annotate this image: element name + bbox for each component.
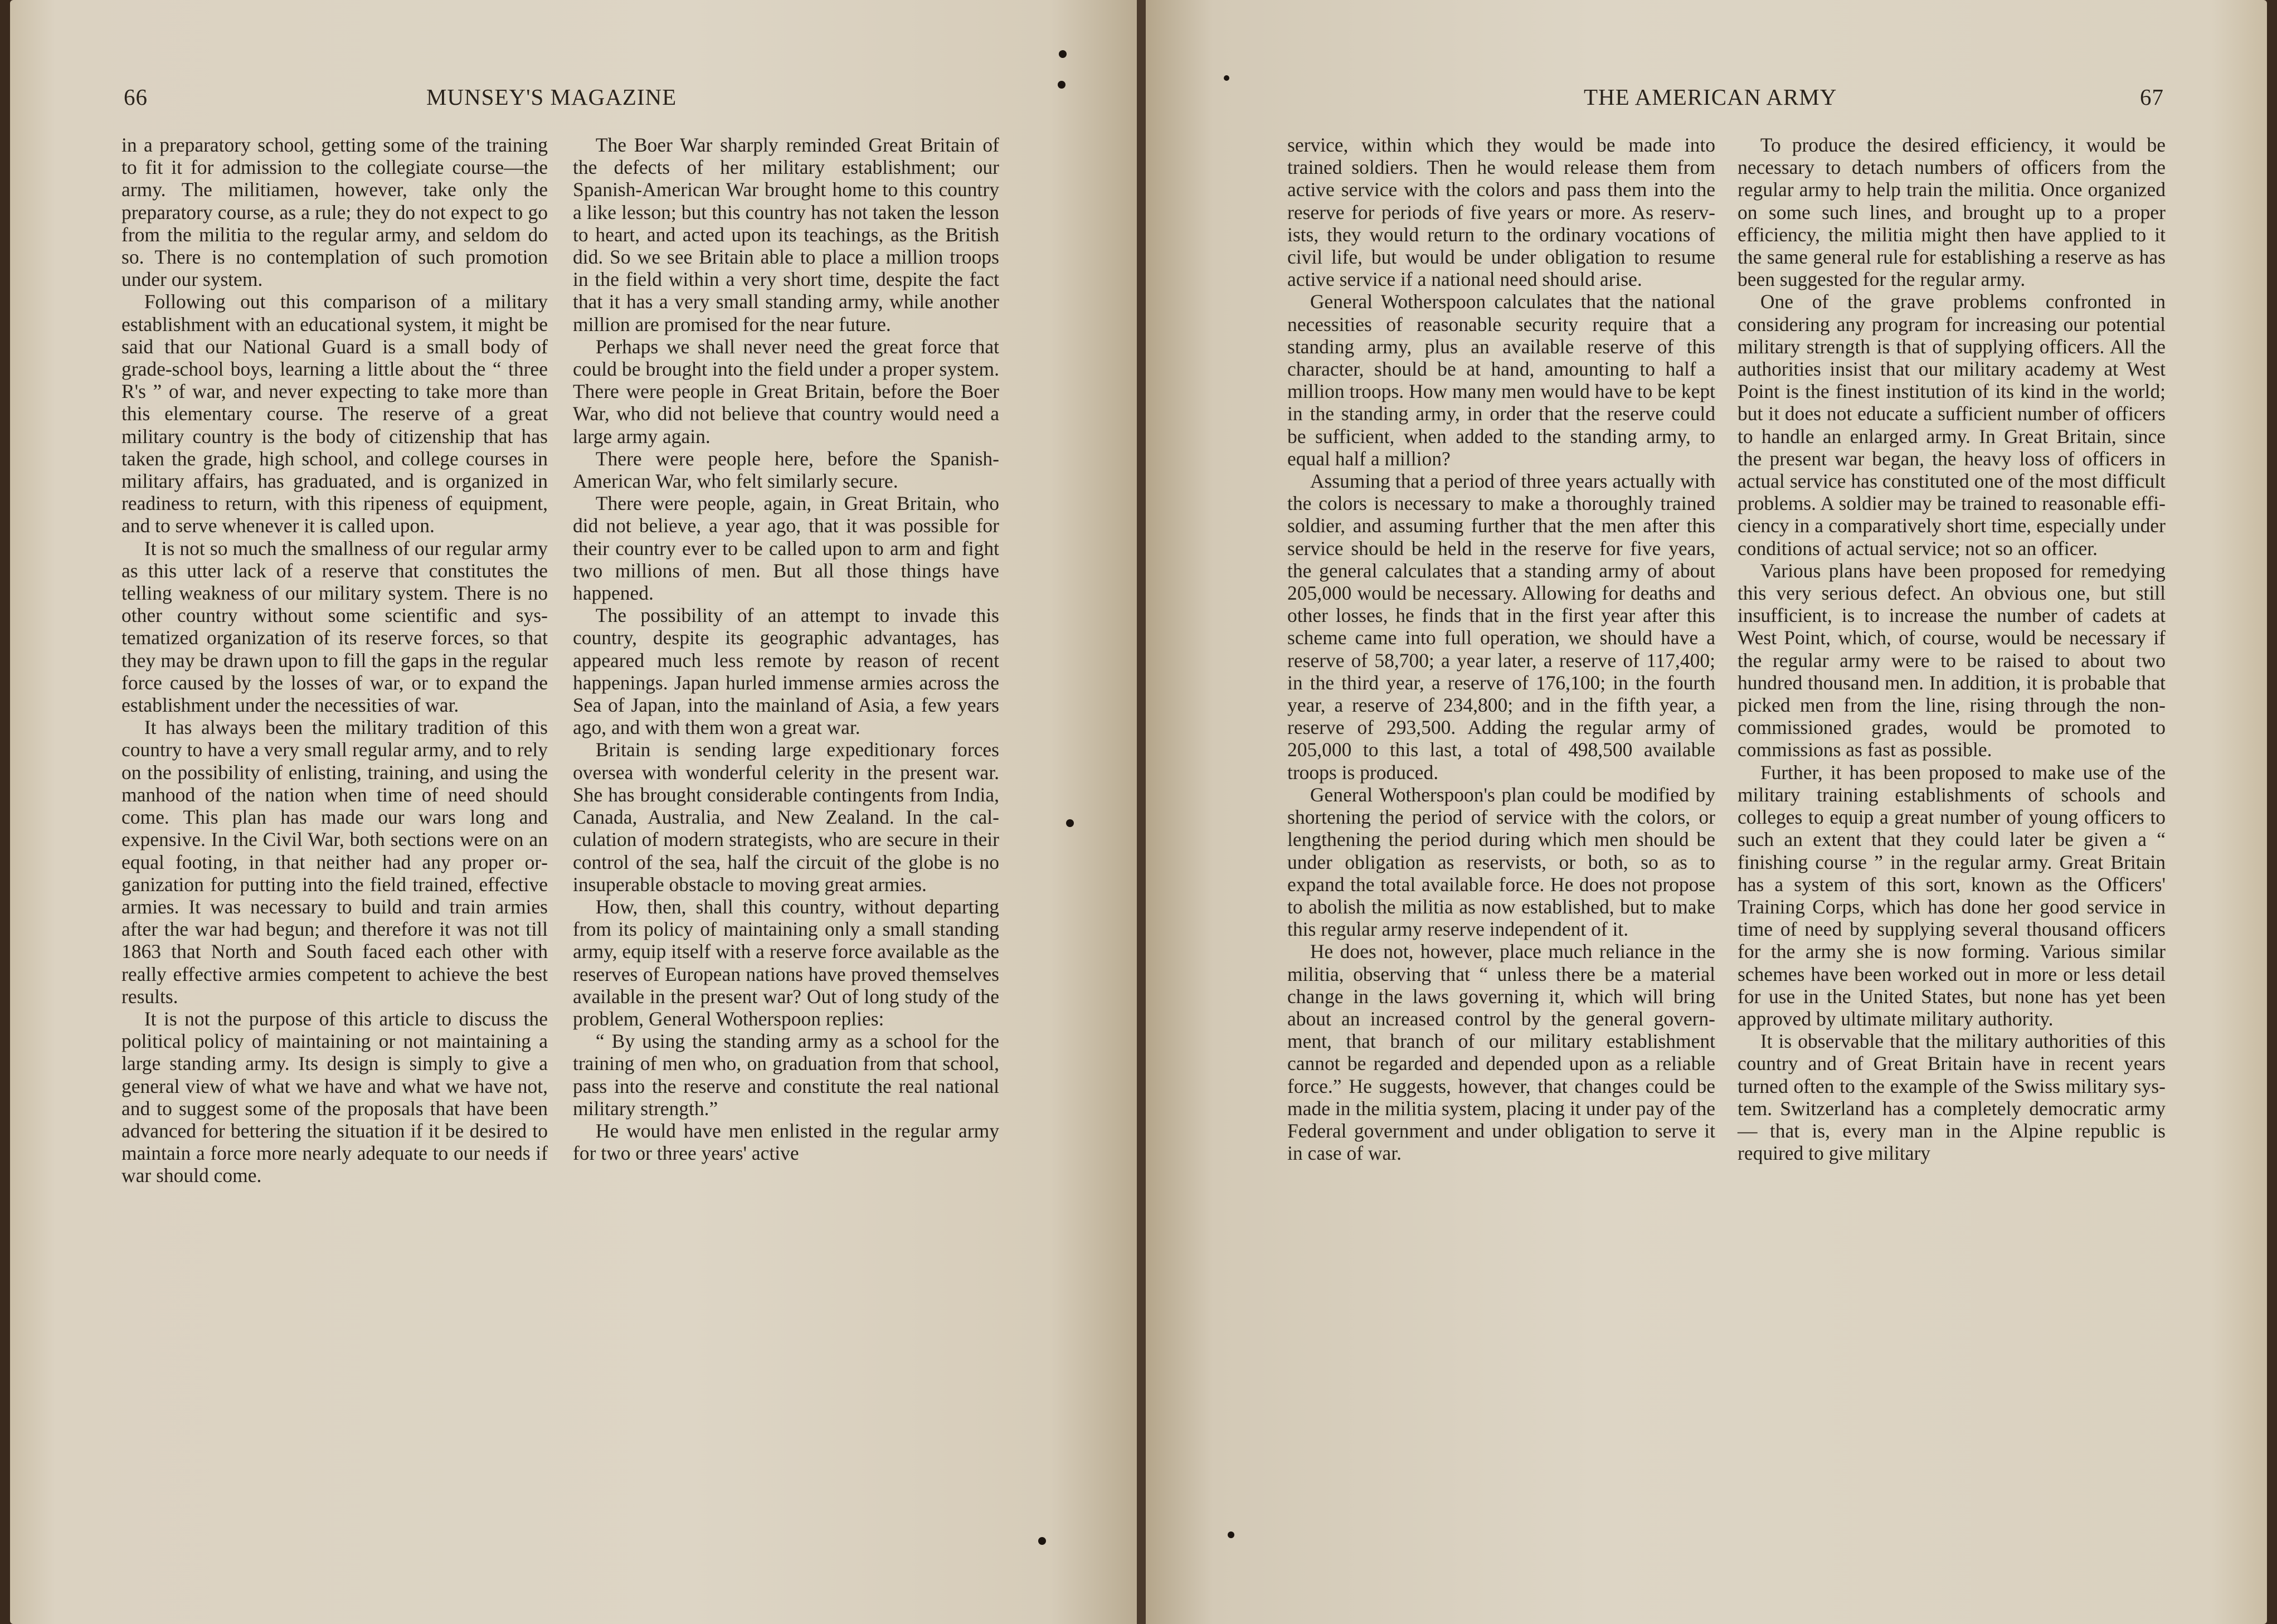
left-column-2 (573, 134, 999, 1164)
paragraph: The possibility of an attempt to invade this country, despite its geographic advantages, has appeared much less remote by reason of recent happenings. Japan hurled immense armies across the Sea of Japan, into the mainland of Asia, a few years ago, and with them won a great war. (573, 604, 999, 739)
right-running-head: THE AMERICAN ARMY (1584, 84, 1837, 110)
paragraph: One of the grave problems confronted in considering any program for increasing our potential military strength is that of supplying officers. All the authorities insist that our military academy at West Point is the finest institution of its kind in the world; but it does not educate a sufficient number of officers to handle an enlarged army. In Great Britain, since the present war began, the heavy loss of officers in actual service has constituted one of the most difficult problems. A soldier may be trained to reasonable efficiency in a comparatively short time, especially under conditions of actual service; not so an officer. (1738, 290, 2166, 560)
paragraph: It is not the purpose of this article to discuss the political policy of maintaining or not maintaining a large standing army. Its design is simply to give a general view of what we have and what we have not, and to suggest some of the proposals that have been advanced for bettering the situation if it be desired to maintain a force more nearly adequate to our needs if war should come. (121, 1007, 548, 1187)
right-column-2 (1738, 134, 2166, 1164)
paragraph: The Boer War sharply reminded Great Britain of the defects of her military establishment; our Spanish-American War brought home to this country a like lesson; but this country has not taken the lesson to heart, and acted upon its teachings, as the British did. So we see Britain able to place a million troops in the field within a very short time, despite the fact that it has a very small standing army, while another million are promised for the near future. (573, 134, 999, 336)
paragraph: It has always been the military tradition of this country to have a very small regular army, and to rely on the possibility of enlisting, training, and using the manhood of the nation when time of need should come. This plan has made our wars long and expensive. In the Civil War, both sections were on an equal footing, in that neither had any proper organization for putting into the field trained, effective armies. It was necessary to build and train armies after the war had begun; and therefore it was not till 1863 that North and South faced each other with really effective armies competent to achieve the best results. (121, 716, 548, 1008)
binding-hole (1038, 1537, 1046, 1545)
paragraph: Following out this comparison of a military establishment with an educational system, it might be said that our National Guard is a small body of grade-school boys, learning a little about the “ three R's ” of war, and never expecting to take more than this elementary course. The reserve of a great military country is the body of citizenship that has taken the grade, high school, and college courses in military affairs, has graduated, and is organized in readiness to return, with this ripeness of equipment, and to serve whenever it is called upon. (121, 290, 548, 537)
binding-hole (1228, 1531, 1234, 1538)
paragraph: It is observable that the military authorities of this country and of Great Britain have in recent years turned often to the example of the Swiss military system. Switzerland has a completely democratic army — that is, every man in the Alpine republic is required to give military (1738, 1030, 2166, 1165)
left-column-1 (121, 134, 548, 1187)
binding-hole (1059, 50, 1067, 58)
paragraph: in a preparatory school, getting some of the training to fit it for admission to the collegiate course—the army. The militiamen, however, take only the preparatory course, as a rule; they do not expect to go from the militia to the regular army, and seldom do so. There is no contemplation of such promotion under our system. (121, 134, 548, 291)
paragraph: It is not so much the smallness of our regular army as this utter lack of a reserve that constitutes the telling weakness of our military system. There is no other country without some scientific and systematized organization of its reserve forces, so that they may be drawn upon to fill the gaps in the regular force caused by the losses of war, or to expand the establishment under the necessities of war. (121, 537, 548, 717)
paragraph: General Wotherspoon's plan could be modified by shortening the period of service with the colors, or lengthening the period during which men should be under obligation as reservists, or both, so as to expand the total available force. He does not propose to abolish the militia as now established, but to make this regular army reserve independent of it. (1287, 783, 1715, 941)
paragraph: Further, it has been proposed to make use of the military training establishments of schools and colleges to equip a great number of young officers to such an extent that they could later be given a “ finishing course ” in the regular army. Great Britain has a system of this sort, known as the Officers' Training Corps, which has done her good service in time of need by supplying several thousand officers for the army she is now forming. Various similar schemes have been worked out in more or less detail for use in the United States, but none has yet been approved by ultimate military authority. (1738, 761, 2166, 1030)
paragraph: He does not, however, place much reliance in the militia, observing that “ unless there be a material change in the laws governing it, which will bring about an increased control by the general government, that branch of our military establishment cannot be regarded and depended upon as a reliable force.” He suggests, however, that changes could be made in the militia system, placing it under pay of the Federal government and under obligation to serve it in case of war. (1287, 940, 1715, 1165)
paragraph: Perhaps we shall never need the great force that could be brought into the field under a proper system. There were people in Great Britain, before the Boer War, who did not believe that country would need a large army again. (573, 335, 999, 448)
paragraph: To produce the desired efficiency, it would be necessary to detach numbers of officers from the regular army to help train the militia. Once organized on some such lines, and brought up to a proper efficiency, the militia might then have applied to it the same general rule for establishing a reserve as has been suggested for the regular army. (1738, 134, 2166, 291)
binding-hole (1224, 75, 1229, 81)
left-running-head: MUNSEY'S MAGAZINE (426, 84, 677, 110)
left-page-number: 66 (124, 84, 148, 110)
right-page-number: 67 (2140, 84, 2164, 110)
paragraph: How, then, shall this country, without departing from its policy of maintaining only a small standing army, equip itself with a reserve force available as the reserves of European nations have proved themselves available in the present war? Out of long study of the problem, General Wotherspoon replies: (573, 895, 999, 1030)
paragraph: Assuming that a period of three years actually with the colors is necessary to make a thoroughly trained soldier, and assuming further that the men after this service should be held in the reserve for five years, the general calculates that a standing army of about 205,000 would be necessary. Allowing for deaths and other losses, he finds that in the first year after this scheme came into full operation, we should have a reserve of 58,700; a year later, a reserve of 117,400; in the third year, a reserve of 176,100; in the fourth year, a reserve of 234,800; and in the fifth year, a reserve of 293,500. Adding the regular army of 205,000 to this last, a total of 498,500 available troops is produced. (1287, 470, 1715, 784)
paragraph: “ By using the standing army as a school for the training of men who, on graduation from that school, pass into the reserve and constitute the real national military strength.” (573, 1030, 999, 1120)
paragraph: Britain is sending large expeditionary forces oversea with wonderful celerity in the present war. She has brought considerable contingents from India, Canada, Australia, and New Zealand. In the calculation of modern strategists, who are secure in their control of the sea, half the circuit of the globe is no insuperable obstacle to moving great armies. (573, 738, 999, 896)
binding-hole (1058, 81, 1065, 89)
paragraph: service, within which they would be made into trained soldiers. Then he would release them from active service with the colors and pass them into the reserve for periods of five years or more. As reservists, they would return to the ordinary vocations of civil life, but would be under obligation to resume active service if a national need should arise. (1287, 134, 1715, 291)
paragraph: There were people here, before the Spanish-American War, who felt similarly secure. (573, 447, 999, 493)
binding-hole (1066, 819, 1074, 827)
paragraph: He would have men enlisted in the regular army for two or three years' active (573, 1119, 999, 1165)
paragraph: Various plans have been proposed for remedying this very serious defect. An obvious one, but still insufficient, is to increase the number of cadets at West Point, which, of course, would be necessary if the regular army were to be raised to about two hundred thousand men. In addition, it is probable that picked men from the line, rising through the non-commissioned grades, would be promoted to commissions as fast as possible. (1738, 559, 2166, 761)
right-column-1 (1287, 134, 1715, 1164)
paragraph: General Wotherspoon calculates that the national necessities of reasonable security require that a standing army, plus an available reserve of this character, should be at hand, amounting to half a million troops. How many men would have to be kept in the standing army, in order that the reserve could be sufficient, when added to the standing army, to equal half a million? (1287, 290, 1715, 470)
paragraph: There were people, again, in Great Britain, who did not believe, a year ago, that it was possible for their country ever to be called upon to arm and fight two millions of men. But all those things have happened. (573, 492, 999, 605)
